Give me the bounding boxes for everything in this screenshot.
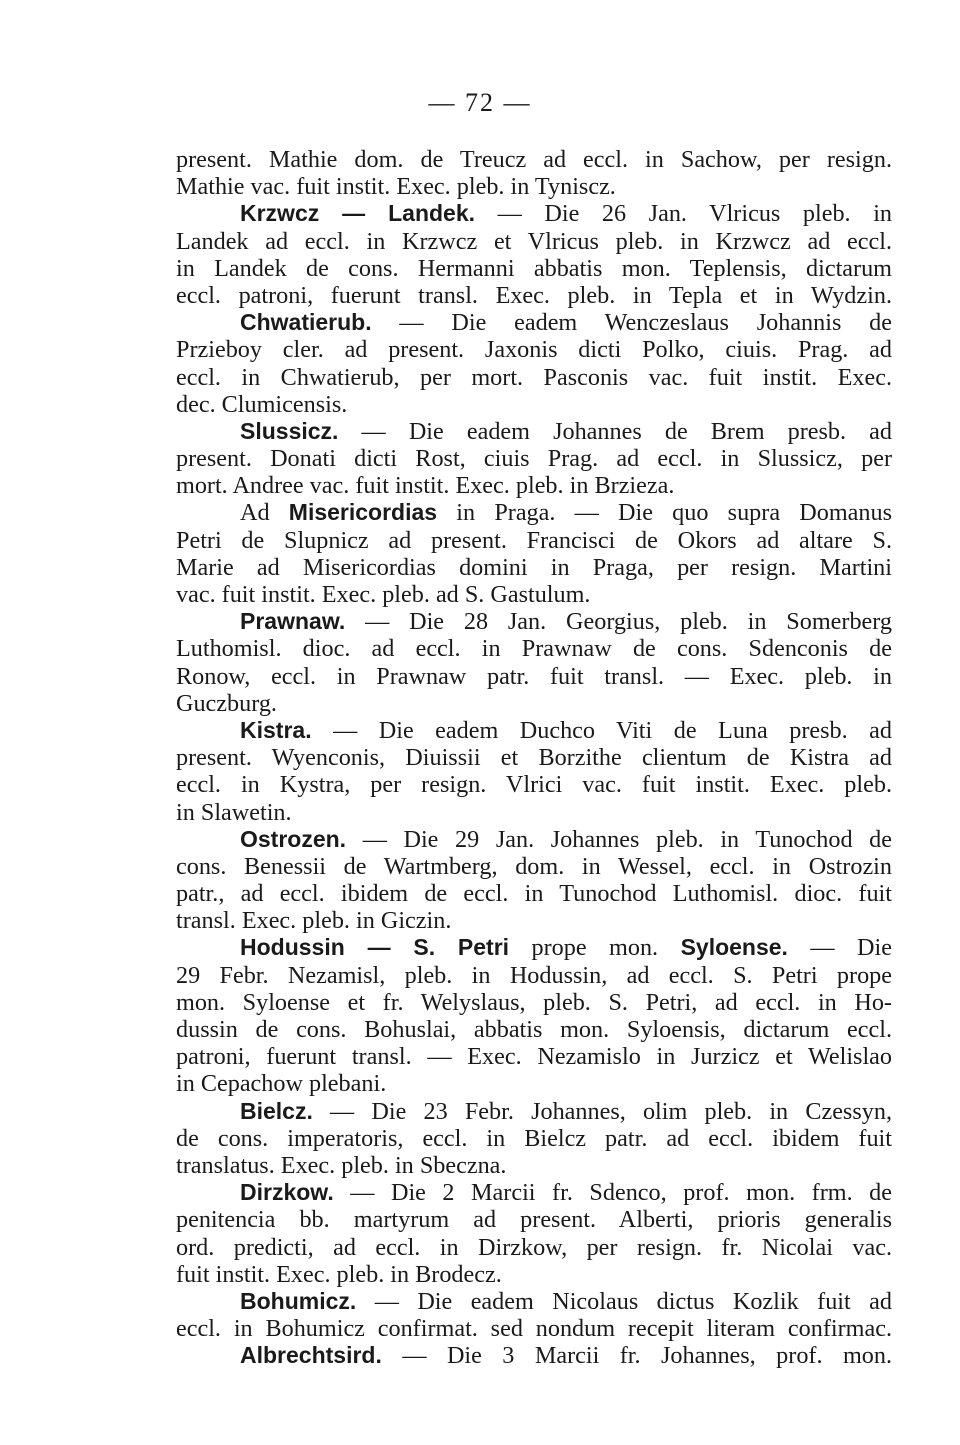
text-run: — Die 28 Jan. Georgius, pleb. in Somerberg [345, 608, 892, 636]
text-run: eccl. in Chwatierub, per mort. Pasconis vac. fuit instit. Exec. [176, 363, 892, 391]
text-run: — Die 2 Marcii fr. Sdenco, prof. mon. frm. de [333, 1179, 892, 1207]
text-run: 29 Febr. Nezamisl, pleb. in Hodussin, ad eccl. S. Petri prope [176, 961, 892, 989]
text-run: — Die 26 Jan. Vlricus pleb. in [475, 200, 892, 228]
place-name: Bielcz. [240, 1097, 313, 1124]
text-run: — Die eadem Wenczeslaus Johannis de [371, 309, 892, 337]
place-name: Chwatierub. [240, 309, 372, 336]
text-run: mon. Syloense et fr. Welyslaus, pleb. S. Petri, ad eccl. in Ho- [176, 988, 892, 1016]
text-run: Marie ad Misericordias domini in Praga, per resign. Martini [176, 553, 892, 581]
place-name: Prawnaw. [240, 608, 346, 635]
text-run: in Landek de cons. Hermanni abbatis mon. Teplensis, dictarum [176, 254, 892, 282]
text-line [176, 1315, 892, 1342]
entry-heading-line [176, 418, 892, 445]
document-body [176, 146, 892, 1369]
text-run: Guczburg. [176, 689, 277, 717]
text-run: present. Wyenconis, Diuissii et Borzithe clientum de Kistra ad [176, 744, 892, 772]
text-run: Ad [240, 499, 289, 527]
text-line [176, 1206, 892, 1233]
text-run: prope mon. [509, 934, 681, 962]
text-line [176, 635, 892, 662]
text-line [176, 1125, 892, 1152]
text-run: translatus. Exec. pleb. in Sbeczna. [176, 1151, 507, 1179]
entry-heading-line [176, 499, 892, 526]
text-line [176, 282, 892, 309]
place-name: Slussicz. [240, 417, 339, 444]
text-run: ord. predicti, ad eccl. in Dirzkow, per resign. fr. Nicolai vac. [176, 1233, 892, 1261]
place-name: Syloense. [680, 934, 788, 961]
text-run: in Praga. — Die quo supra Domanus [437, 499, 892, 527]
text-line [176, 581, 892, 608]
text-line [176, 771, 892, 798]
text-run: fuit instit. Exec. pleb. in Brodecz. [176, 1260, 502, 1288]
text-run: transl. Exec. pleb. in Giczin. [176, 907, 452, 935]
text-run: — Die 3 Marcii fr. Johannes, prof. mon. [381, 1342, 892, 1370]
text-line [176, 1043, 892, 1070]
text-run: — Die 29 Jan. Johannes pleb. in Tunochod de [346, 825, 892, 853]
text-line [176, 744, 892, 771]
page-number: — 72 — [428, 88, 532, 117]
entry-heading-line [176, 608, 892, 635]
place-name: Hodussin — S. Petri [240, 934, 510, 961]
text-line [176, 989, 892, 1016]
text-run: mort. Andree vac. fuit instit. Exec. pleb. in Brzieza. [176, 472, 675, 500]
text-line [176, 554, 892, 581]
place-name: Misericordias [288, 499, 438, 526]
text-run: in Cepachow plebani. [176, 1070, 387, 1098]
text-run: dussin de cons. Bohuslai, abbatis mon. Syloensis, dictarum eccl. [176, 1016, 892, 1043]
text-run: patr., ad eccl. ibidem de eccl. in Tunochod Luthomisl. dioc. fuit [176, 880, 892, 908]
text-run: de cons. imperatoris, eccl. in Bielcz patr. ad eccl. ibidem fuit [176, 1124, 892, 1152]
text-line [176, 663, 892, 690]
entry-heading-line [176, 826, 892, 853]
text-run: — Die eadem Duchco Viti de Luna presb. ad [311, 716, 892, 744]
place-name: Krzwcz — Landek. [240, 200, 476, 227]
text-line [176, 472, 892, 499]
place-name: Ostrozen. [240, 825, 347, 852]
text-line [176, 799, 892, 826]
text-run: — Die 23 Febr. Johannes, olim pleb. in Czessyn, [312, 1097, 892, 1125]
text-line [176, 1261, 892, 1288]
entry-heading-line [176, 309, 892, 336]
entry-heading-line [176, 200, 892, 227]
text-run: present. Mathie dom. de Treucz ad eccl. in Sachow, per resign. [176, 146, 892, 173]
text-run: cons. Benessii de Wartmberg, dom. in Wessel, eccl. in Ostrozin [176, 852, 892, 880]
text-line [176, 1152, 892, 1179]
place-name: Albrechtsird. [240, 1342, 382, 1369]
text-line [176, 1070, 892, 1097]
text-line [176, 228, 892, 255]
place-name: Dirzkow. [240, 1179, 334, 1206]
text-line [176, 880, 892, 907]
entry-heading-line [176, 934, 892, 961]
text-line [176, 527, 892, 554]
text-run: present. Donati dicti Rost, ciuis Prag. ad eccl. in Slussicz, per [176, 445, 892, 473]
place-name: Bohumicz. [240, 1287, 357, 1314]
text-line [176, 146, 892, 173]
entry-heading-line [176, 1288, 892, 1315]
text-line [176, 391, 892, 418]
text-run: vac. fuit instit. Exec. pleb. ad S. Gastulum. [176, 581, 591, 608]
text-run: Mathie vac. fuit instit. Exec. pleb. in Tyniscz. [176, 173, 616, 201]
text-line [176, 445, 892, 472]
text-line [176, 962, 892, 989]
text-run: Landek ad eccl. in Krzwcz et Vlricus pleb. in Krzwcz ad eccl. [176, 227, 892, 255]
text-run: Przieboy cler. ad present. Jaxonis dicti Polko, ciuis. Prag. ad [176, 336, 892, 364]
text-run: eccl. in Bohumicz confirmat. sed nondum recepit literam confirmac. [176, 1315, 892, 1343]
text-run: — Die eadem Johannes de Brem presb. ad [338, 417, 892, 445]
entry-heading-line [176, 1098, 892, 1125]
text-line [176, 336, 892, 363]
text-run: eccl. in Kystra, per resign. Vlrici vac. fuit instit. Exec. pleb. [176, 771, 892, 799]
text-run: penitencia bb. martyrum ad present. Alberti, prioris generalis [176, 1206, 892, 1234]
text-run: patroni, fuerunt transl. — Exec. Nezamislo in Jurzicz et Welislao [176, 1043, 892, 1071]
text-run: dec. Clumicensis. [176, 390, 348, 418]
entry-heading-line [176, 1342, 892, 1369]
place-name: Kistra. [240, 716, 312, 743]
text-line [176, 907, 892, 934]
text-run: — Die eadem Nicolaus dictus Kozlik fuit ad [356, 1287, 892, 1315]
text-run: in Slawetin. [176, 798, 292, 826]
text-run: eccl. patroni, fuerunt transl. Exec. pleb. in Tepla et in Wydzin. [176, 281, 892, 309]
text-line [176, 853, 892, 880]
text-line [176, 255, 892, 282]
text-run: Petri de Slupnicz ad present. Francisci de Okors ad altare S. [176, 526, 892, 554]
text-run: Luthomisl. dioc. ad eccl. in Prawnaw de cons. Sdenconis de [176, 635, 892, 663]
text-line [176, 690, 892, 717]
text-line [176, 364, 892, 391]
entry-heading-line [176, 1179, 892, 1206]
entry-heading-line [176, 717, 892, 744]
text-run: — Die [787, 934, 892, 962]
text-line [176, 1016, 892, 1043]
text-line [176, 173, 892, 200]
text-line [176, 1234, 892, 1261]
text-run: Ronow, eccl. in Prawnaw patr. fuit transl. — Exec. pleb. in [176, 662, 892, 690]
